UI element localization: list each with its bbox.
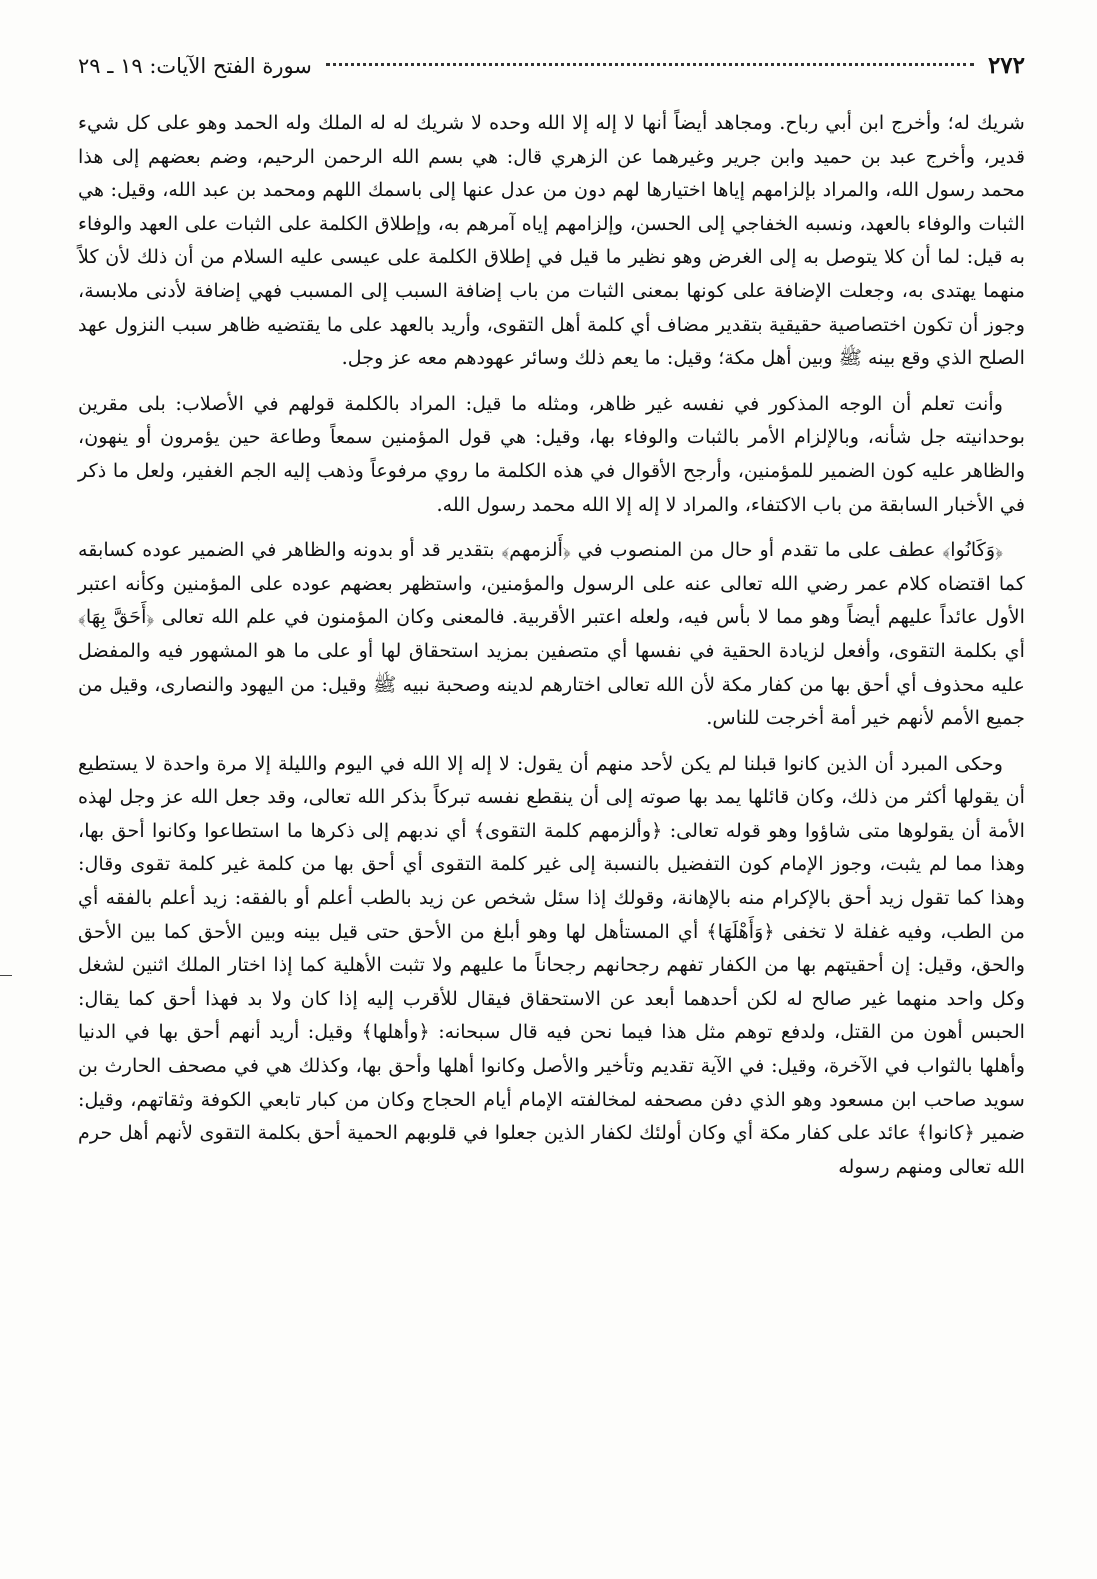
surah-title: سورة الفتح الآيات: ١٩ ـ ٢٩ xyxy=(78,54,312,78)
page-body xyxy=(78,106,1025,1183)
paragraph: ﴿وَكَانُوا﴾ عطف على ما تقدم أو حال من المنصوب في ﴿أَلزمهم﴾ بتقدير قد أو بدونه والظاهر في الضمير عوده كسابقه كما اقتضاه كلام عمر رضي الله تعالى عنه على الرسول والمؤمنين، واستظهر بعضهم عوده على المؤمنين وكأنه اعتبر الأول عائداً عليهم أيضاً وهو مما لا بأس فيه، ولعله اعتبر الأقربية. فالمعنى وكان المؤمنون في علم الله تعالى ﴿أَحَقَّ بِهَا﴾ أي بكلمة التقوى، وأفعل لزيادة الحقية في نفسها أي متصفين بمزيد استحقاق لها أو على ما هو المشهور فيه والمفضل عليه محذوف أي أحق بها من كفار مكة لأن الله تعالى اختارهم لدينه وصحبة نبيه ﷺ وقيل: من اليهود والنصارى، وقيل من جميع الأمم لأنهم خير أمة أخرجت للناس. xyxy=(78,538,1025,730)
paragraph: وحكى المبرد أن الذين كانوا قبلنا لم يكن لأحد منهم أن يقول: لا إله إلا الله في اليوم والليلة إلا مرة واحدة لا يستطيع أن يقولها أكثر من ذلك، وكان قائلها يمد بها صوته إلى أن ينقطع نفسه تبركاً بذكر الله تعالى، وقد جعل الله عز وجل لهذه الأمة أن يقولوها متى شاؤوا وهو قوله تعالى: ﴿وألزمهم كلمة التقوى﴾ أي ندبهم إلى ذكرها ما استطاعوا وكانوا أحق بها، وهذا مما لم يثبت، وجوز الإمام كون التفضيل بالنسبة إلى غير كلمة التقوى أي أحق بها من كلمة غير كلمة تقوى وقال: وهذا كما تقول زيد أحق بالإكرام منه بالإهانة، وقولك إذا سئل شخص عن زيد بالطب أعلم أو بالفقه: زيد أعلم بالفقه أي من الطب، وفيه غفلة لا تخفى ﴿وَأَهْلَهَا﴾ أي المستأهل لها وهو أبلغ من الأحق حتى قيل بينه وبين الأحق كما بين الأحق والحق، وقيل: إن أحقيتهم بها من الكفار تفهم رجحانهم رجحاناً ما عليهم ولا تثبت الأهلية كما إذا اختار الملك اثنين لشغل وكل واحد منهما غير صالح له لكن أحدهما أبعد عن الاستحقاق فيقال للأقرب إليه إذا كان ولا بد فهذا أحق كما يقال: الحبس أهون من القتل، ولدفع توهم مثل هذا فيما نحن فيه قال سبحانه: ﴿وأهلها﴾ وقيل: أريد أنهم أحق بها في الدنيا وأهلها بالثواب في الآخرة، وقيل: في الآية تقديم وتأخير والأصل وكانوا أهلها وأحق بها، وكذلك هي في مصحف الحارث بن سويد صاحب ابن مسعود وهو الذي دفن مصحفه لمخالفته الإمام أيام الحجاج وكان من كبار تابعي الكوفة وثقاتهم، وقيل: ضمير ﴿كانوا﴾ عائد على كفار مكة أي وكان أولئك لكفار الذين جعلوا في قلوبهم الحمية أحق بكلمة التقوى لأنهم أهل حرم الله تعالى ومنهم رسوله xyxy=(78,751,1025,1178)
paragraph: شريك له؛ وأخرج ابن أبي رباح. ومجاهد أيضاً أنها لا إله إلا الله وحده لا شريك له له الملك وله الحمد وهو على كل شيء قدير، وأخرج عبد بن حميد وابن جرير وغيرهما عن الزهري قال: هي بسم الله الرحمن الرحيم، وضم بعضهم إلى هذا محمد رسول الله، والمراد بإلزامهم إياها اختيارها لهم دون من عدل عنها إلى باسمك اللهم ومحمد بن عبد الله، وقيل: هي الثبات والوفاء بالعهد، ونسبه الخفاجي إلى الحسن، وإلزامهم إياه آمرهم به، وإطلاق الكلمة على الثبات على العهد والوفاء به قيل: لما أن كلا يتوصل به إلى الغرض وهو نظير ما قيل في إطلاق الكلمة على عيسى عليه السلام من أن ذلك لأن كلاً منهما يهتدى به، وجعلت الإضافة على كونها بمعنى الثبات من باب إضافة السبب إلى المسبب فهي إضافة لأدنى ملابسة، وجوز أن تكون اختصاصية حقيقية بتقدير مضاف أي كلمة أهل التقوى، وأريد بالعهد على ما يقتضيه ظاهر سبب النزول عهد الصلح الذي وقع بينه ﷺ وبين أهل مكة؛ وقيل: ما يعم ذلك وسائر عهودهم معه عز وجل. xyxy=(78,111,1025,370)
book-page xyxy=(78,52,1025,1559)
margin-tick xyxy=(0,975,12,976)
page-number: ٢٧٢ xyxy=(987,52,1025,79)
header-dotted-leader xyxy=(326,63,974,66)
page-header xyxy=(78,52,1025,92)
paragraph: وأنت تعلم أن الوجه المذكور في نفسه غير ظاهر، ومثله ما قيل: المراد بالكلمة قولهم في الأصلاب: بلى مقرين بوحدانيته جل شأنه، وبالإلزام الأمر بالثبات والوفاء بها، وقيل: هي قول المؤمنين سمعاً وطاعة حين يؤمرون أو ينهون، والظاهر عليه كون الضمير للمؤمنين، وأرجح الأقوال في هذه الكلمة ما روي مرفوعاً وذهب إليه الجم الغفير، ولعل ما ذكر في الأخبار السابقة من باب الاكتفاء، والمراد لا إله إلا الله محمد رسول الله. xyxy=(78,391,1025,516)
